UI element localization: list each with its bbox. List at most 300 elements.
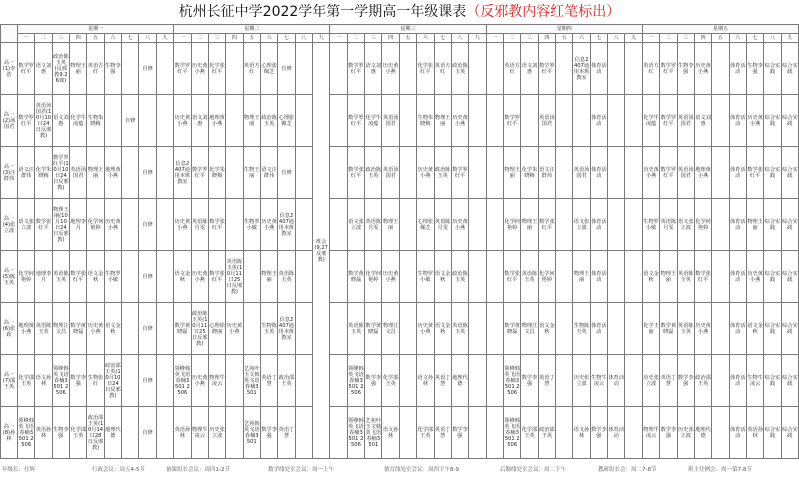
lesson-cell: 体育活动 <box>590 303 607 355</box>
lesson-cell <box>469 147 486 199</box>
lesson-cell: 化学牛凌蕴 <box>642 95 659 147</box>
lesson-cell <box>469 199 486 251</box>
lesson-cell: 英语陈月雯 <box>434 199 451 251</box>
lesson-cell <box>625 407 642 459</box>
period-header: 五 <box>87 34 104 43</box>
lesson-cell: 数学李强 <box>365 355 382 407</box>
lesson-cell <box>556 95 573 147</box>
lesson-cell: 化学何艳婷 <box>694 199 711 251</box>
lesson-cell: 英语丁慧 <box>538 355 555 407</box>
lesson-cell: 心理张佩芝 <box>260 43 277 95</box>
lesson-cell: 英语汤国君 <box>382 95 399 147</box>
class-name: 高一(5)陈玉英 <box>1 251 18 303</box>
period-header: 八 <box>608 34 625 43</box>
lesson-cell: 地理黄小燕 <box>208 95 225 147</box>
footer-note: 后勤线处室会议：周二下午 <box>500 467 567 473</box>
lesson-cell: 体育活动 <box>729 95 746 147</box>
lesson-cell: 政治邵王英(10月10日24日反邪教) <box>104 355 121 407</box>
lesson-cell: 生物罗小敏 <box>642 199 659 251</box>
lesson-cell: 政治陈玉英(反邪教9.26课) <box>52 43 69 95</box>
lesson-cell <box>399 303 416 355</box>
lesson-cell: 政治陈玉英 <box>451 251 468 303</box>
lesson-cell: 综合实践 <box>781 95 798 147</box>
lesson-cell: 信息2407通用本班教室 <box>174 147 191 199</box>
lesson-cell: 体育活动 <box>590 43 607 95</box>
lesson-cell: 自修 <box>139 251 156 303</box>
lesson-cell: 地理李月 <box>35 251 52 303</box>
lesson-cell: 英语陈月雯 <box>365 199 382 251</box>
lesson-cell: 数学张红平 <box>347 147 364 199</box>
lesson-cell: 领峰韩英飞语春楠3501 2506 <box>52 355 69 407</box>
lesson-cell: 政治邵王英 <box>694 355 711 407</box>
lesson-cell: 英语汤国君(10月10日24日反邪教) <box>35 95 52 147</box>
lesson-cell: 综合实践 <box>764 147 781 199</box>
lesson-cell: 英语陈玉英(10月11日25日反邪教) <box>226 251 243 303</box>
lesson-cell: 综合实践 <box>781 355 798 407</box>
lesson-cell: 物理王丽 <box>573 251 590 303</box>
lesson-cell <box>399 355 416 407</box>
period-header: 七 <box>122 34 139 43</box>
period-header: 八 <box>764 34 781 43</box>
lesson-cell: 英语陈月雯 <box>660 199 677 251</box>
class-row <box>1 95 799 147</box>
period-header: 一 <box>486 34 503 43</box>
lesson-cell: 综合实践 <box>764 303 781 355</box>
lesson-cell: 历史黄小燕 <box>174 199 191 251</box>
lesson-cell: 领峰韩英飞语春楠3501 2506 <box>504 355 521 407</box>
lesson-cell: 数学罗红平 <box>504 95 521 147</box>
lesson-cell: 综合实践 <box>781 407 798 459</box>
lesson-cell: 语文孙林 <box>35 355 52 407</box>
day-header: 星期四 <box>486 25 642 34</box>
lesson-cell <box>625 147 642 199</box>
lesson-cell: 体育活动 <box>729 43 746 95</box>
period-header: 六 <box>260 34 277 43</box>
lesson-cell: 生物李强 <box>52 407 69 459</box>
lesson-cell <box>399 43 416 95</box>
period-header: 四 <box>538 34 555 43</box>
lesson-cell: 历史黄小燕 <box>260 199 277 251</box>
lesson-cell: 语文金秋 <box>434 303 451 355</box>
lesson-cell: 化学张红平 <box>208 43 225 95</box>
lesson-cell: 自修 <box>139 407 156 459</box>
lesson-cell <box>469 43 486 95</box>
lesson-cell: 语文金秋 <box>87 251 104 303</box>
lesson-cell: 历史黄小燕 <box>694 43 711 95</box>
lesson-cell: 化学朱晓梅 <box>35 147 52 199</box>
lesson-cell <box>469 355 486 407</box>
lesson-cell: 英语方红 <box>642 43 659 95</box>
lesson-cell: 体育活动 <box>590 95 607 147</box>
lesson-cell: 历史黄小燕 <box>87 303 104 355</box>
lesson-cell: 数学黄晓磊 <box>347 251 364 303</box>
lesson-cell <box>156 199 173 251</box>
lesson-cell <box>486 355 503 407</box>
lesson-cell: 物理王丽(10月10日24日反邪教) <box>52 199 69 251</box>
lesson-cell: 综合实践 <box>764 407 781 459</box>
period-header: 五 <box>243 34 260 43</box>
period-header: 七 <box>434 34 451 43</box>
lesson-cell: 综合实践 <box>781 147 798 199</box>
lesson-cell: 语文金秋 <box>104 303 121 355</box>
lesson-cell: 数学黄晓磊 <box>70 303 87 355</box>
footer-note: 教研组长会：周二7-8节 <box>598 467 657 473</box>
lesson-cell: 历史黄小燕 <box>451 199 468 251</box>
lesson-cell <box>625 355 642 407</box>
lesson-cell <box>226 199 243 251</box>
lesson-cell: 英语汤国君 <box>538 95 555 147</box>
lesson-cell: 历史黄小燕 <box>417 303 434 355</box>
period-header: 八 <box>295 34 312 43</box>
lesson-cell <box>556 407 573 459</box>
lesson-cell: 化学邵王英 <box>417 407 434 459</box>
lesson-cell: 英语丁慧 <box>434 355 451 407</box>
lesson-cell <box>399 147 416 199</box>
class-name: 高一(2)汤国君 <box>1 95 18 147</box>
lesson-cell <box>156 407 173 459</box>
lesson-cell: 数学罗红平 <box>660 95 677 147</box>
lesson-cell: 数学李强 <box>260 407 277 459</box>
lesson-cell: 物理王丽 <box>660 251 677 303</box>
class-row <box>1 407 799 459</box>
lesson-cell <box>243 251 260 303</box>
lesson-cell: 英语方红 <box>243 43 260 95</box>
lesson-cell: 历史黄小燕 <box>746 251 763 303</box>
lesson-cell: 艺苑叶玉文韩英飞语春楠3501 <box>243 355 260 407</box>
lesson-cell <box>608 43 625 95</box>
lesson-cell <box>399 407 416 459</box>
lesson-cell <box>156 355 173 407</box>
lesson-cell: 历史黄小燕 <box>174 95 191 147</box>
class-row <box>1 147 799 199</box>
lesson-cell <box>486 303 503 355</box>
lesson-cell: 英语丁慧 <box>660 355 677 407</box>
lesson-cell: 语文汪群伟 <box>260 147 277 199</box>
lesson-cell: 历史黄小燕 <box>382 251 399 303</box>
lesson-cell: 英语陈玉英 <box>521 251 538 303</box>
lesson-cell <box>712 43 729 95</box>
lesson-cell: 数学罗红平(10月10日24日反邪教) <box>52 147 69 199</box>
lesson-cell: 数学张红平 <box>208 199 225 251</box>
lesson-cell: 英语陈月雯 <box>191 199 208 251</box>
class-row <box>1 43 799 95</box>
lesson-cell: 英语陈玉英 <box>677 251 694 303</box>
class-name: 高一(4)张立波 <box>1 199 18 251</box>
lesson-cell <box>330 147 347 199</box>
period-header: 四 <box>382 34 399 43</box>
lesson-cell <box>486 199 503 251</box>
lesson-cell: 历史张立波 <box>573 355 590 407</box>
lesson-cell: 艺苑韩英飞语春楠3501 <box>243 407 260 459</box>
lesson-cell <box>122 407 139 459</box>
lesson-cell: 政治陈玉英 <box>434 147 451 199</box>
period-header: 六 <box>417 34 434 43</box>
lesson-cell: 数学罗红平 <box>191 147 208 199</box>
lesson-cell: 历史黄小燕 <box>191 251 208 303</box>
lesson-cell: 生物陈玉英 <box>573 303 590 355</box>
class-name: 高一(3)汪群伟 <box>1 147 18 199</box>
lesson-cell: 领峰韩英飞语春楠3501 2506 <box>174 355 191 407</box>
lesson-cell: 语文金秋 <box>642 251 659 303</box>
lesson-cell <box>399 95 416 147</box>
lesson-cell <box>712 199 729 251</box>
lesson-cell <box>486 407 503 459</box>
footer-note: 行政会议：周五4-5节 <box>92 467 145 473</box>
period-header: 九 <box>312 34 329 43</box>
lesson-cell: 语文金秋 <box>174 251 191 303</box>
lesson-cell: 英语方红 <box>87 43 104 95</box>
lesson-cell: 物理江文昌 <box>52 303 69 355</box>
period-header: 四 <box>226 34 243 43</box>
period-header: 七 <box>278 34 295 43</box>
lesson-cell: 地理代德 <box>104 407 121 459</box>
lesson-cell <box>486 43 503 95</box>
lesson-cell <box>295 147 312 199</box>
lesson-cell: 生物牛凌云 <box>590 355 607 407</box>
lesson-cell <box>608 251 625 303</box>
lesson-cell <box>156 251 173 303</box>
lesson-cell: 语文刘惠 <box>35 43 52 95</box>
class-name: 高一(1)李浩 <box>1 43 18 95</box>
day-header: 星期一 <box>18 25 174 34</box>
lesson-cell: 自修 <box>139 147 156 199</box>
lesson-cell: 数学罗红平 <box>347 43 364 95</box>
period-header: 五 <box>712 34 729 43</box>
lesson-cell <box>469 303 486 355</box>
lesson-cell <box>712 303 729 355</box>
lesson-cell <box>712 407 729 459</box>
lesson-cell: 数学张红平 <box>538 199 555 251</box>
period-header: 三 <box>521 34 538 43</box>
lesson-cell: 综合实践 <box>764 43 781 95</box>
lesson-cell: 数学罗红平 <box>347 95 364 147</box>
lesson-cell: 英语汤国君 <box>70 147 87 199</box>
lesson-cell: 综合实践 <box>764 355 781 407</box>
lesson-cell <box>295 43 312 95</box>
lesson-cell: 生物罗小敏 <box>243 199 260 251</box>
lesson-cell: 历史张立波 <box>642 355 659 407</box>
lesson-cell <box>399 251 416 303</box>
lesson-cell: 生物李强 <box>104 43 121 95</box>
lesson-cell: 语文张立波 <box>677 199 694 251</box>
lesson-cell: 体育活动 <box>590 199 607 251</box>
lesson-cell: 政治陈玉英(10月11日25日反邪教) <box>191 303 208 355</box>
period-header: 一 <box>330 34 347 43</box>
lesson-cell <box>556 43 573 95</box>
lesson-cell: 综合实践 <box>764 199 781 251</box>
lesson-cell <box>226 95 243 147</box>
title-main: 杭州长征中学2022学年第一学期高一年级课表 <box>178 4 467 20</box>
lesson-cell <box>469 95 486 147</box>
lesson-cell: 自修 <box>139 355 156 407</box>
period-header: 三 <box>365 34 382 43</box>
lesson-cell: 自修 <box>122 95 139 147</box>
lesson-cell <box>608 199 625 251</box>
lesson-cell: 综合实践 <box>764 95 781 147</box>
lesson-cell: 数学李强 <box>660 407 677 459</box>
period-header: 三 <box>677 34 694 43</box>
lesson-cell: 数学罗红平 <box>451 147 468 199</box>
lesson-cell <box>156 303 173 355</box>
lesson-cell: 综合实践 <box>781 43 798 95</box>
lesson-cell: 历史黄小燕 <box>191 43 208 95</box>
lesson-cell <box>556 199 573 251</box>
class-row <box>1 199 799 251</box>
lesson-cell <box>556 303 573 355</box>
lesson-cell: 化学王丽 <box>642 303 659 355</box>
day-header: 星期五 <box>642 25 798 34</box>
lesson-cell: 历史黄小燕 <box>226 303 243 355</box>
lesson-cell: 英语方红 <box>504 43 521 95</box>
lesson-cell: 化学何艳婷 <box>365 251 382 303</box>
lesson-cell: 自修 <box>278 147 295 199</box>
lesson-cell: 生物罗小敏 <box>417 251 434 303</box>
lesson-cell: 数学张红平 <box>35 199 52 251</box>
lesson-cell: 化学牛凌蕴 <box>365 95 382 147</box>
lesson-cell: 自修 <box>139 199 156 251</box>
period-header: 四 <box>70 34 87 43</box>
lesson-cell: 数学张红平 <box>70 251 87 303</box>
lesson-cell: 综合实践 <box>764 251 781 303</box>
lesson-cell <box>295 407 312 459</box>
lesson-cell: 心理张佩芝 <box>278 95 295 147</box>
period-header: 九 <box>625 34 642 43</box>
lesson-cell <box>243 303 260 355</box>
lesson-cell: 物理牛凌云 <box>191 407 208 459</box>
lesson-cell: 数学罗红平 <box>18 95 35 147</box>
lesson-cell: 化学牛凌蕴 <box>70 95 87 147</box>
lesson-cell: 英语孙林 <box>174 407 191 459</box>
lesson-cell: 领峰韩英飞语春楠3501 2506 <box>347 407 364 459</box>
lesson-cell <box>608 147 625 199</box>
lesson-cell <box>486 95 503 147</box>
lesson-cell: 体育活动 <box>729 303 746 355</box>
period-header: 五 <box>556 34 573 43</box>
period-header: 六 <box>104 34 121 43</box>
lesson-cell <box>625 251 642 303</box>
lesson-cell: 生物朱晓梅 <box>417 95 434 147</box>
period-header: 二 <box>35 34 52 43</box>
class-name: 高一(7)邵王英 <box>1 355 18 407</box>
class-row <box>1 303 799 355</box>
lesson-cell <box>625 199 642 251</box>
lesson-cell: 心理张佩芝 <box>417 199 434 251</box>
lesson-cell <box>486 251 503 303</box>
lesson-cell: 英语丁慧 <box>434 407 451 459</box>
period-header: 九 <box>469 34 486 43</box>
lesson-cell: 历史黄小燕 <box>451 95 468 147</box>
lesson-cell: 数学黄晓磊 <box>174 303 191 355</box>
lesson-cell: 化学何艳婷 <box>538 251 555 303</box>
lesson-cell: 化学邵王英 <box>521 407 538 459</box>
lesson-cell: 生物朱晓梅 <box>87 95 104 147</box>
lesson-cell: 化学何艳婷 <box>87 199 104 251</box>
lesson-cell: 地理代德 <box>694 407 711 459</box>
lesson-cell <box>608 95 625 147</box>
lesson-cell: 物理王丽 <box>87 147 104 199</box>
lesson-cell: 英语汤国君 <box>382 147 399 199</box>
lesson-cell <box>469 251 486 303</box>
lesson-cell: 英语汤国君 <box>573 147 590 199</box>
lesson-cell: 英语陈玉英 <box>52 251 69 303</box>
lesson-cell: 物理王丽 <box>70 43 87 95</box>
period-header: 八 <box>451 34 468 43</box>
lesson-cell: 化学邵王英 <box>70 407 87 459</box>
lesson-cell <box>556 251 573 303</box>
lesson-cell: 综合实践 <box>781 303 798 355</box>
lesson-cell: 历史黄小燕 <box>642 147 659 199</box>
lesson-cell <box>226 355 243 407</box>
lesson-cell: 语文张立波 <box>18 199 35 251</box>
lesson-cell: 数学李强 <box>521 355 538 407</box>
lesson-cell: 语文刘惠 <box>365 43 382 95</box>
lesson-cell: 数学张红平 <box>504 251 521 303</box>
lesson-cell: 信息2407通用本班教室 <box>278 303 295 355</box>
lesson-cell <box>122 251 139 303</box>
day-header: 星期三 <box>330 25 486 34</box>
lesson-cell: 英语陈玉英 <box>451 303 468 355</box>
lesson-cell <box>156 43 173 95</box>
period-header: 四 <box>694 34 711 43</box>
lesson-cell: 历史张立波 <box>208 407 225 459</box>
lesson-cell: 政治陈玉英 <box>260 95 277 147</box>
lesson-cell: 领峰韩英飞语春楠3501 2506 <box>504 407 521 459</box>
lesson-cell: 信息2407通用本班教室 <box>573 43 590 95</box>
lesson-cell: 语文孙林 <box>417 355 434 407</box>
lesson-cell: 化学何艳婷 <box>18 251 35 303</box>
lesson-cell <box>139 95 156 147</box>
lesson-cell <box>295 355 312 407</box>
lesson-cell: 生物李强 <box>746 43 763 95</box>
lesson-cell: 语文孙林 <box>573 407 590 459</box>
lesson-cell: 语文刘惠 <box>191 95 208 147</box>
lesson-cell: 数学黄晓磊 <box>365 303 382 355</box>
lesson-cell: 语文刘惠 <box>521 43 538 95</box>
period-header: 七 <box>746 34 763 43</box>
lesson-cell: 数学张红平 <box>694 251 711 303</box>
lesson-cell: 数学罗红平 <box>538 43 555 95</box>
lesson-cell <box>608 303 625 355</box>
lesson-cell: 生物牛凌云 <box>746 355 763 407</box>
lesson-cell: 历史黄小燕 <box>191 355 208 407</box>
period-header: 六 <box>573 34 590 43</box>
lesson-cell: 地理李月 <box>70 199 87 251</box>
lesson-cell: 地理黄小燕 <box>694 147 711 199</box>
period-header: 二 <box>660 34 677 43</box>
page-title <box>0 2 799 22</box>
footer-note: 数学线处室会议：周一上午 <box>268 467 335 473</box>
period-header: 一 <box>18 34 35 43</box>
lesson-cell <box>122 303 139 355</box>
lesson-cell: 化学张红平 <box>417 43 434 95</box>
lesson-cell: 体育活动 <box>729 251 746 303</box>
lesson-cell: 生物王丽 <box>243 147 260 199</box>
lesson-cell: 英语汤国君 <box>677 95 694 147</box>
lesson-cell: 体育活动 <box>729 407 746 459</box>
lesson-cell <box>104 95 121 147</box>
class-row <box>1 355 799 407</box>
lesson-cell: 英语陈玉英 <box>278 251 295 303</box>
lesson-cell: 数学罗红平 <box>18 43 35 95</box>
lesson-cell <box>330 43 347 95</box>
period-header: 二 <box>347 34 364 43</box>
timetable <box>0 24 799 459</box>
lesson-cell: 物理王丽 <box>746 199 763 251</box>
lesson-cell <box>226 43 243 95</box>
lesson-cell: 数学罗红平 <box>660 43 677 95</box>
lesson-cell: 体育活动 <box>729 147 746 199</box>
lesson-cell: 综合实践 <box>781 251 798 303</box>
